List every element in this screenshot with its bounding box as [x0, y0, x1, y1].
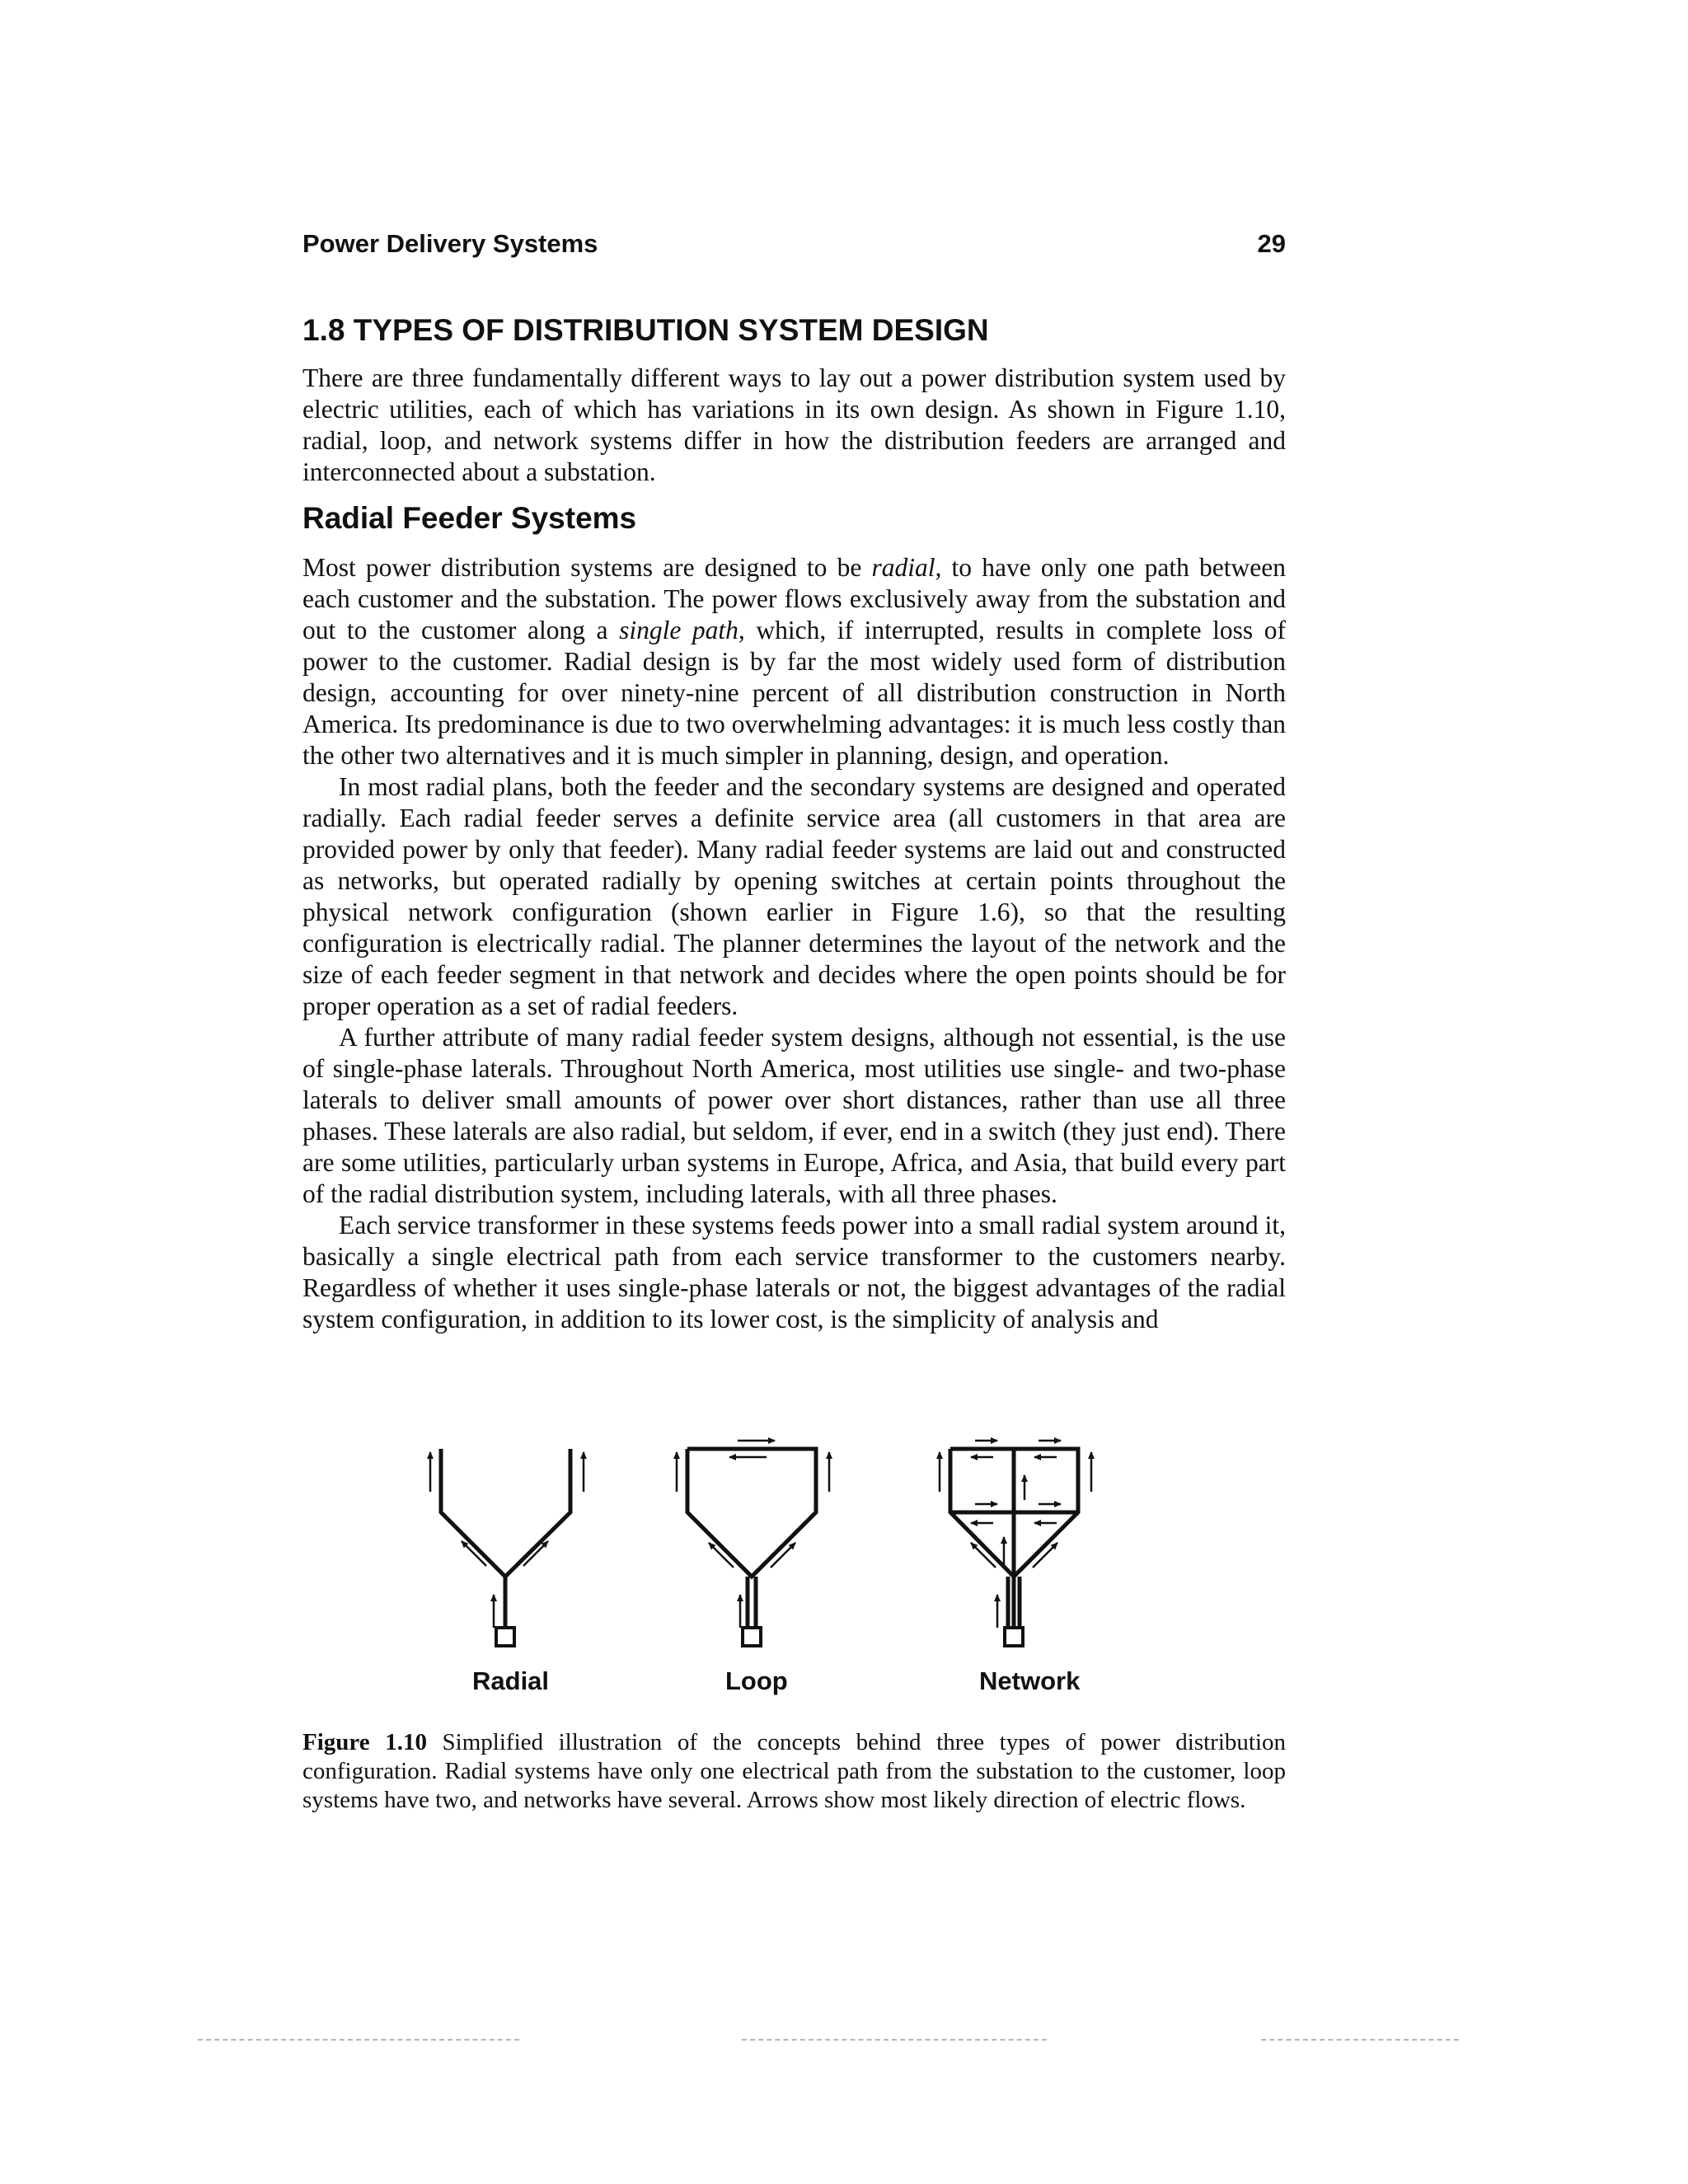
figure-label-radial: Radial [472, 1666, 550, 1695]
running-header [302, 229, 1286, 259]
figure-caption [302, 1728, 1286, 1815]
p1-text-b: to have only one path between each customer and the substation. The power flows exclusively away from the substation and out to the customer along a [302, 553, 1286, 644]
scan-artifact-line-middle [742, 2039, 1047, 2041]
scan-artifact-line-right [1261, 2039, 1459, 2041]
radial-paragraph-4: Each service transformer in these systems feeds power into a small radial system around it, basically a single electrical path from each service transformer to the customers nearby. Regardless of whether it uses single-phase laterals or not, the biggest advantages of the radial system configuration, in addition to its lower cost, is the simplicity of analysis and [302, 1211, 1286, 1333]
intro-paragraph: There are three fundamentally different ways to lay out a power distribution system used by electric utilities, each of which has variations in its own design. As shown in Figure 1.10, radial, loop, and network systems differ in how the distribution feeders are arranged and interconnected about a substation. [302, 363, 1286, 486]
subsection-title: Radial Feeder Systems [302, 501, 637, 535]
p1-text-c: which, if interrupted, results in complete loss of power to the customer. Radial design is by far the most widely used form of distribution design, accounting for over ninety-nine percent of all distribution construction in North America. Its predominance is due to two overwhelming advantages: it is much less costly than the other two alternatives and it is much simpler in planning, design, and operation. [302, 616, 1287, 770]
section-title: 1.8 TYPES OF DISTRIBUTION SYSTEM DESIGN [302, 313, 989, 347]
scan-artifact-line-left [198, 2039, 519, 2041]
figure-label-loop: Loop [725, 1666, 788, 1695]
p1-emphasis-single-path: single path, [619, 616, 745, 644]
loop-diagram [687, 1449, 816, 1646]
figure-caption-text: Simplified illustration of the concepts behind three types of power distribution configuration. Radial systems have only one electrical path from the substation to the customer, loop systems have two, and networks have several. Arrows show most likely direction of electric flows. [302, 1729, 1287, 1813]
figure-caption-label: Figure 1.10 [302, 1729, 427, 1755]
p1-text-a: Most power distribution systems are designed to be [302, 553, 872, 582]
radial-paragraph-1 [302, 552, 1286, 771]
radial-diagram [441, 1449, 570, 1646]
figure-1-10-diagram [387, 1418, 1212, 1665]
running-header-title: Power Delivery Systems [302, 229, 598, 258]
radial-paragraph-3: A further attribute of many radial feeder system designs, although not essential, is the use of single-phase laterals. Throughout North America, most utilities use single- and two-phase laterals to deliver small amounts of power over short distances, rather than use all three phases. These laterals are also radial, but seldom, if ever, end in a switch (they just end). There are some utilities, particularly urban systems in Europe, Africa, and Asia, that build every part of the radial distribution system, including laterals, with all three phases. [302, 1023, 1286, 1208]
network-diagram [950, 1449, 1078, 1646]
page-number: 29 [1257, 229, 1286, 258]
radial-paragraph-2: In most radial plans, both the feeder and the secondary systems are designed and operated radially. Each radial feeder serves a definite service area (all customers in that area are provided power by only that feeder). Many radial feeder systems are laid out and constructed as networks, but operated radially by opening switches at certain points throughout the physical network configuration (shown earlier in Figure 1.6), so that the resulting configuration is electrically radial. The planner determines the layout of the network and the size of each feeder segment in that network and decides where the open points should be for proper operation as a set of radial feeders. [302, 772, 1286, 1020]
p1-emphasis-radial: radial, [871, 553, 942, 582]
figure-label-network: Network [979, 1666, 1081, 1695]
